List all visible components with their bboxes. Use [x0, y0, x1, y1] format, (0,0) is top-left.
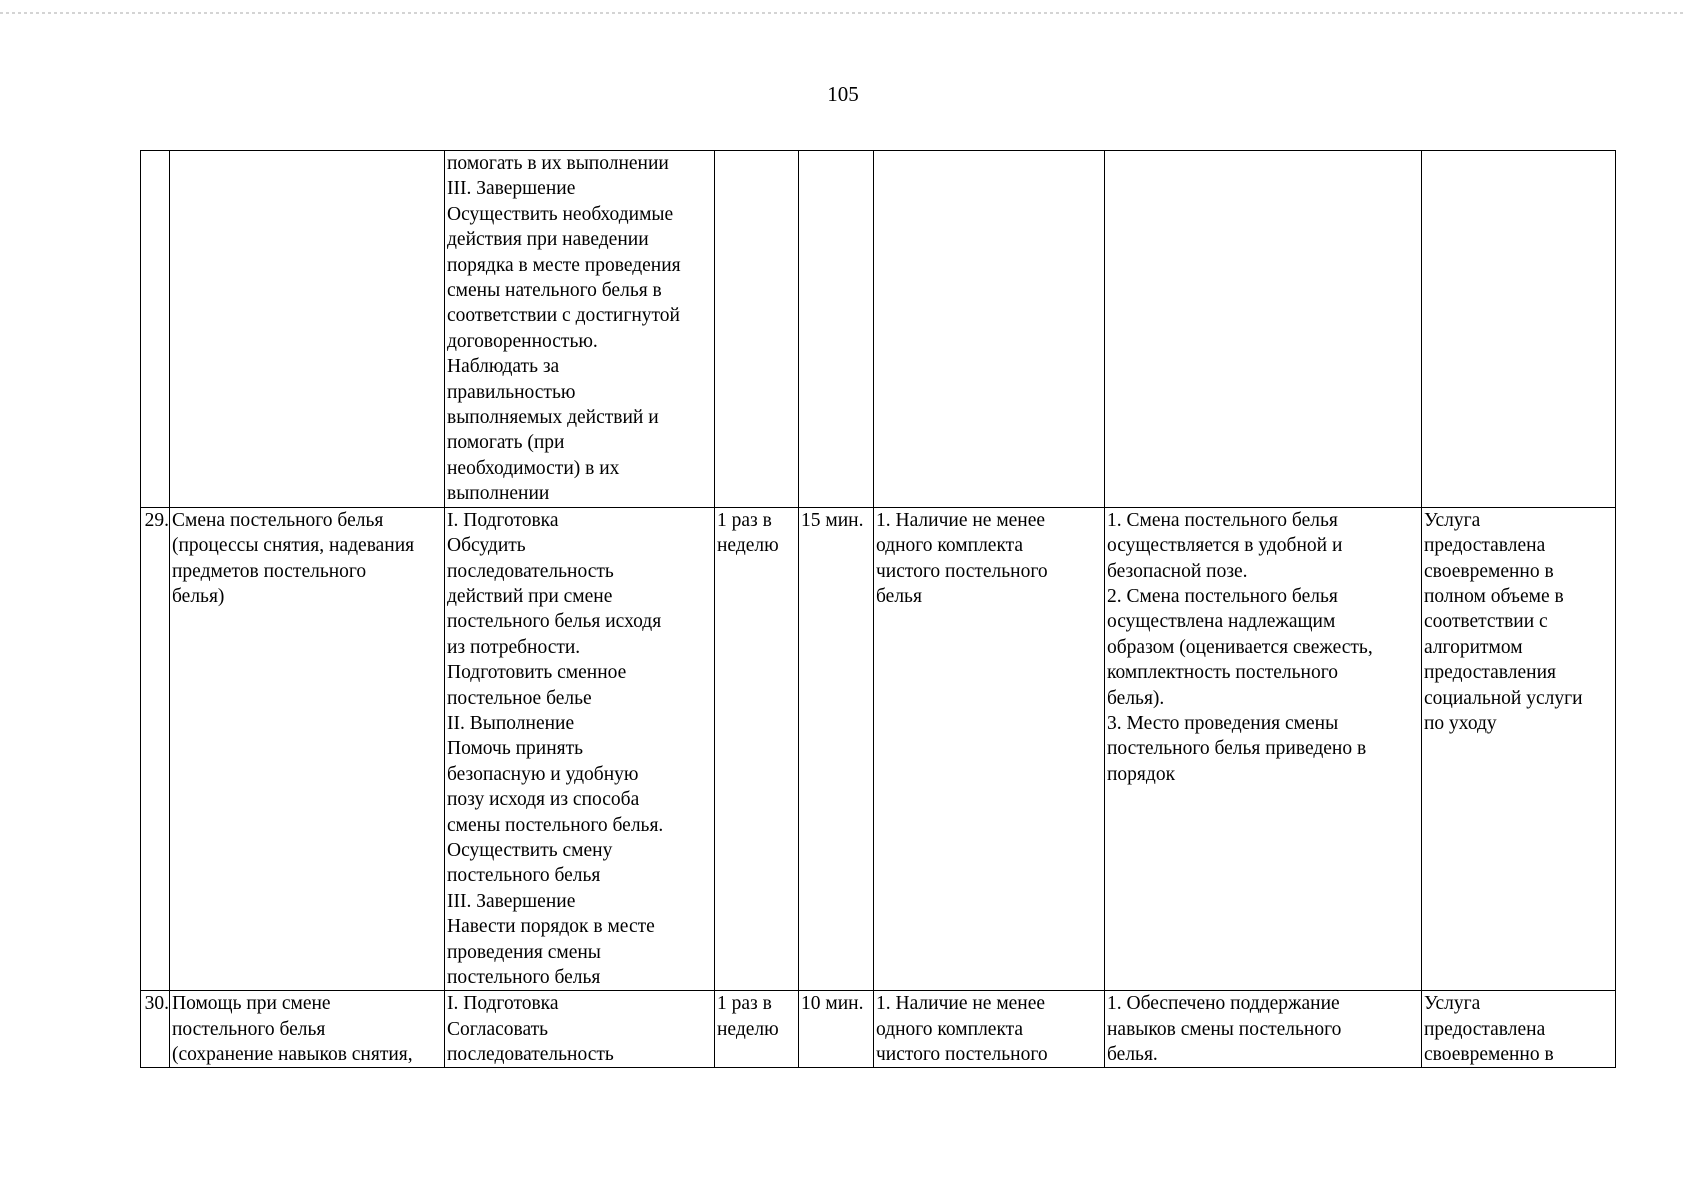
cell-line: постельное белье — [447, 687, 592, 709]
cell-line: образом (оценивается свежесть, — [1107, 636, 1373, 658]
cell-line: белья) — [172, 585, 225, 607]
quality-cell — [1105, 507, 1422, 991]
cell-line: Наблюдать за — [447, 356, 560, 378]
cell-line: Обсудить — [447, 535, 526, 557]
evaluation-cell — [1422, 151, 1616, 508]
cell-line: соответствии с — [1424, 611, 1548, 633]
cell-line: из потребности. — [447, 636, 581, 658]
cell-line: 1 раз в — [717, 509, 772, 531]
cell-line: неделю — [717, 1018, 779, 1040]
cell-line: последовательность — [447, 1044, 614, 1066]
quality-cell — [1105, 991, 1422, 1068]
cell-line: белья). — [1107, 687, 1165, 709]
table-row — [141, 151, 1616, 508]
cell-line: постельного белья — [447, 865, 601, 887]
procedure-cell — [445, 151, 715, 508]
cell-line: белья. — [1107, 1044, 1158, 1066]
cell-line: помогать (при — [447, 432, 565, 454]
frequency-cell — [715, 151, 799, 508]
evaluation-cell — [1422, 991, 1616, 1068]
cell-line: 10 мин. — [801, 993, 864, 1015]
cell-line: полном объеме в — [1424, 585, 1564, 607]
cell-line: постельного белья приведено в — [1107, 738, 1367, 760]
procedure-cell — [445, 991, 715, 1068]
cell-line: III. Завершение — [447, 890, 576, 912]
cell-line: 2. Смена постельного белья — [1107, 585, 1338, 607]
cell-line: позу исходя из способа — [447, 789, 640, 811]
cell-line: помогать в их выполнении — [447, 153, 669, 174]
cell-line: безопасную и удобную — [447, 763, 639, 785]
cell-line: действий при смене — [447, 585, 613, 607]
cell-line: (сохранение навыков снятия, — [172, 1044, 413, 1066]
cell-line: Подготовить сменное — [447, 662, 627, 684]
cell-line: 3. Место проведения смены — [1107, 712, 1339, 734]
cell-line: своевременно в — [1424, 1044, 1554, 1066]
cell-line: осуществляется в удобной и — [1107, 535, 1343, 557]
cell-line: предметов постельного — [172, 560, 367, 582]
cell-line: договоренностью. — [447, 330, 598, 352]
duration-cell — [799, 991, 874, 1068]
cell-line: последовательность — [447, 560, 614, 582]
cell-line: порядок — [1107, 763, 1176, 785]
cell-line: по уходу — [1424, 712, 1497, 734]
row-number: 29. — [144, 509, 169, 531]
cell-line: выполнении — [447, 483, 550, 505]
service-standards-table — [140, 150, 1616, 1068]
cell-line: неделю — [717, 535, 779, 557]
procedure-cell — [445, 507, 715, 991]
cell-line: предоставления — [1424, 662, 1556, 684]
volume-cell — [874, 507, 1105, 991]
cell-line: I. Подготовка — [447, 993, 559, 1015]
cell-line: Помощь при смене — [172, 993, 331, 1015]
service-name-cell — [170, 991, 445, 1068]
cell-line: 1. Наличие не менее — [876, 993, 1046, 1015]
cell-line: 1 раз в — [717, 993, 772, 1015]
cell-line: осуществлена надлежащим — [1107, 611, 1336, 633]
cell-line: Услуга — [1424, 509, 1481, 531]
frequency-cell — [715, 991, 799, 1068]
volume-cell — [874, 991, 1105, 1068]
cell-line: чистого постельного — [876, 560, 1048, 582]
cell-line: Осуществить смену — [447, 839, 613, 861]
row-number-cell — [141, 507, 170, 991]
cell-line: белья — [876, 585, 922, 607]
cell-line: Услуга — [1424, 993, 1481, 1015]
row-number-cell — [141, 151, 170, 508]
cell-line: предоставлена — [1424, 1018, 1546, 1040]
cell-line: соответствии с достигнутой — [447, 305, 680, 327]
cell-line: 1. Обеспечено поддержание — [1107, 993, 1340, 1015]
cell-line: одного комплекта — [876, 535, 1024, 557]
cell-line: необходимости) в их — [447, 457, 620, 479]
cell-line: III. Завершение — [447, 178, 576, 200]
table-row — [141, 991, 1616, 1068]
cell-line: комплектность постельного — [1107, 662, 1338, 684]
cell-line: 1. Наличие не менее — [876, 509, 1046, 531]
cell-line: навыков смены постельного — [1107, 1018, 1342, 1040]
cell-line: смены постельного белья. — [447, 814, 664, 836]
duration-cell — [799, 507, 874, 991]
cell-line: безопасной позе. — [1107, 560, 1248, 582]
cell-line: выполняемых действий и — [447, 407, 659, 429]
cell-line: I. Подготовка — [447, 509, 559, 531]
cell-line: Осуществить необходимые — [447, 203, 674, 225]
cell-line: 1. Смена постельного белья — [1107, 509, 1338, 531]
cell-line: действия при наведении — [447, 229, 649, 251]
cell-line: Помочь принять — [447, 738, 584, 760]
cell-line: постельного белья — [172, 1018, 326, 1040]
cell-line: чистого постельного — [876, 1044, 1048, 1066]
quality-cell — [1105, 151, 1422, 508]
row-number-cell — [141, 991, 170, 1068]
cell-line: предоставлена — [1424, 535, 1546, 557]
cell-line: проведения смены — [447, 941, 601, 963]
cell-line: правильностью — [447, 381, 576, 403]
page-number: 105 — [827, 82, 859, 106]
duration-cell — [799, 151, 874, 508]
cell-line: Навести порядок в месте — [447, 916, 655, 938]
cell-line: алгоритмом — [1424, 636, 1523, 658]
cell-line: 15 мин. — [801, 509, 864, 531]
evaluation-cell — [1422, 507, 1616, 991]
cell-line: II. Выполнение — [447, 712, 575, 734]
cell-line: своевременно в — [1424, 560, 1554, 582]
cell-line: порядка в месте проведения — [447, 254, 681, 276]
cell-line: постельного белья — [447, 967, 601, 988]
volume-cell — [874, 151, 1105, 508]
service-name-cell — [170, 151, 445, 508]
table-row — [141, 507, 1616, 991]
service-name-cell — [170, 507, 445, 991]
frequency-cell — [715, 507, 799, 991]
cell-line: одного комплекта — [876, 1018, 1024, 1040]
cell-line: Смена постельного белья — [172, 509, 384, 531]
cell-line: постельного белья исходя — [447, 611, 662, 633]
scan-artifact-line — [0, 12, 1686, 14]
cell-line: (процессы снятия, надевания — [172, 535, 415, 557]
cell-line: Согласовать — [447, 1018, 549, 1040]
row-number: 30. — [144, 993, 169, 1015]
cell-line: смены нательного белья в — [447, 280, 662, 302]
cell-line: социальной услуги — [1424, 687, 1583, 709]
